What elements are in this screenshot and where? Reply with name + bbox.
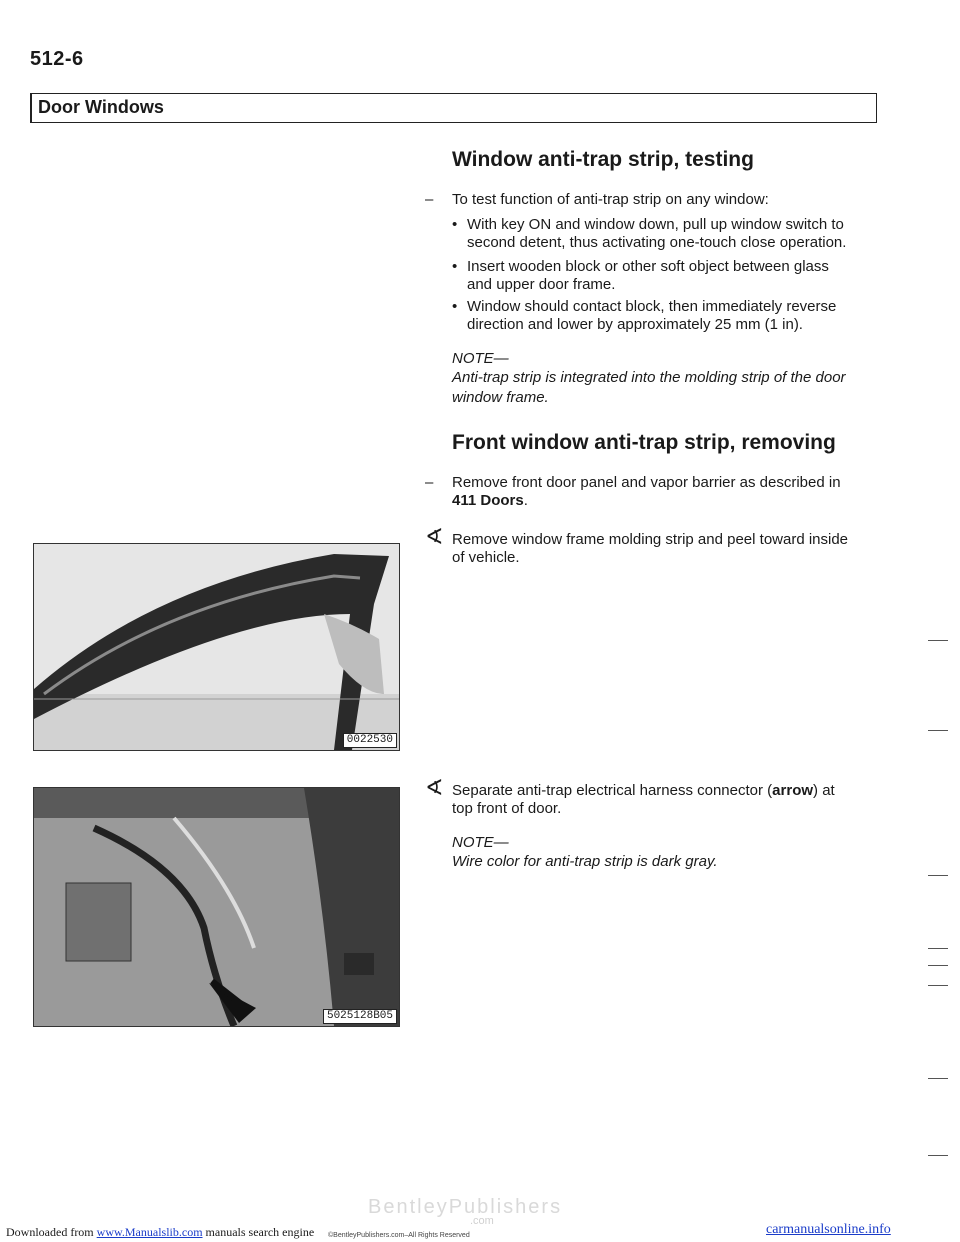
left-arrow-icon: ∢: [425, 775, 444, 800]
note-label: NOTE—: [452, 350, 509, 367]
dash-marker: –: [425, 474, 434, 491]
carmanuals-footer: [766, 1222, 891, 1238]
page-number: 512-6: [30, 48, 84, 70]
left-arrow-icon: ∢: [425, 524, 444, 549]
bullet-line: direction and lower by approximately 25 mm (1 in).: [467, 316, 803, 333]
margin-mark: [928, 640, 948, 641]
note-line: Anti-trap strip is integrated into the molding strip of the door: [452, 369, 846, 386]
bullet-dot: •: [452, 298, 458, 315]
arrow-callout: arrow: [772, 782, 814, 799]
bullet-dot: •: [452, 258, 458, 275]
section-title: Door Windows: [38, 97, 164, 117]
margin-mark: [928, 730, 948, 731]
note-label: NOTE—: [452, 834, 509, 851]
bullet-line: With key ON and window down, pull up window switch to: [467, 216, 844, 233]
copyright-notice: ©BentleyPublishers.com–All Rights Reserved: [328, 1232, 470, 1239]
bullet-line: and upper door frame.: [467, 276, 616, 293]
step-text: ) at: [813, 782, 835, 799]
figure-code: 0022530: [343, 733, 397, 748]
carmanuals-link[interactable]: carmanualsonline.info: [766, 1222, 891, 1237]
bullet-line: Insert wooden block or other soft object between glass: [467, 258, 829, 275]
heading-testing: Window anti-trap strip, testing: [452, 148, 754, 171]
heading-removing: Front window anti-trap strip, removing: [452, 431, 836, 454]
download-footer: [6, 1225, 314, 1240]
figure-code: 5025128B05: [323, 1009, 397, 1024]
step-text: of vehicle.: [452, 549, 520, 566]
step-text: Separate anti-trap electrical harness connector (: [452, 782, 773, 799]
section-header-bar: [30, 93, 877, 123]
bullet-dot: •: [452, 216, 458, 233]
footer-prefix: Downloaded from: [6, 1225, 97, 1239]
bullet-line: second detent, thus activating one-touch close operation.: [467, 234, 847, 251]
step-text: Remove window frame molding strip and peel toward inside: [452, 531, 849, 548]
dash-marker: –: [425, 191, 434, 208]
cross-reference: 411 Doors: [452, 492, 524, 509]
margin-mark: [928, 1155, 948, 1156]
manualslib-link[interactable]: www.Manualslib.com: [96, 1225, 203, 1239]
bullet-line: Window should contact block, then immediately reverse: [467, 298, 837, 315]
margin-mark: [928, 985, 948, 986]
note-line: window frame.: [452, 389, 549, 406]
footer-suffix: manuals search engine: [202, 1225, 315, 1239]
step-text: Remove front door panel and vapor barrier as described in: [452, 474, 841, 491]
figure-window-molding: [33, 543, 400, 751]
note-text: [452, 368, 877, 408]
margin-mark: [928, 1078, 948, 1079]
step-text: To test function of anti-trap strip on any window:: [452, 191, 769, 208]
margin-mark: [928, 875, 948, 876]
watermark-bentley: BentleyPublishers: [368, 1196, 563, 1218]
step-text: top front of door.: [452, 800, 562, 817]
step-text-end: .: [523, 492, 528, 509]
figure-harness-connector: [33, 787, 400, 1027]
note-text: Wire color for anti-trap strip is dark gray.: [452, 853, 718, 870]
margin-mark: [928, 948, 948, 949]
margin-mark: [928, 965, 948, 966]
watermark-com: .com: [470, 1215, 494, 1227]
